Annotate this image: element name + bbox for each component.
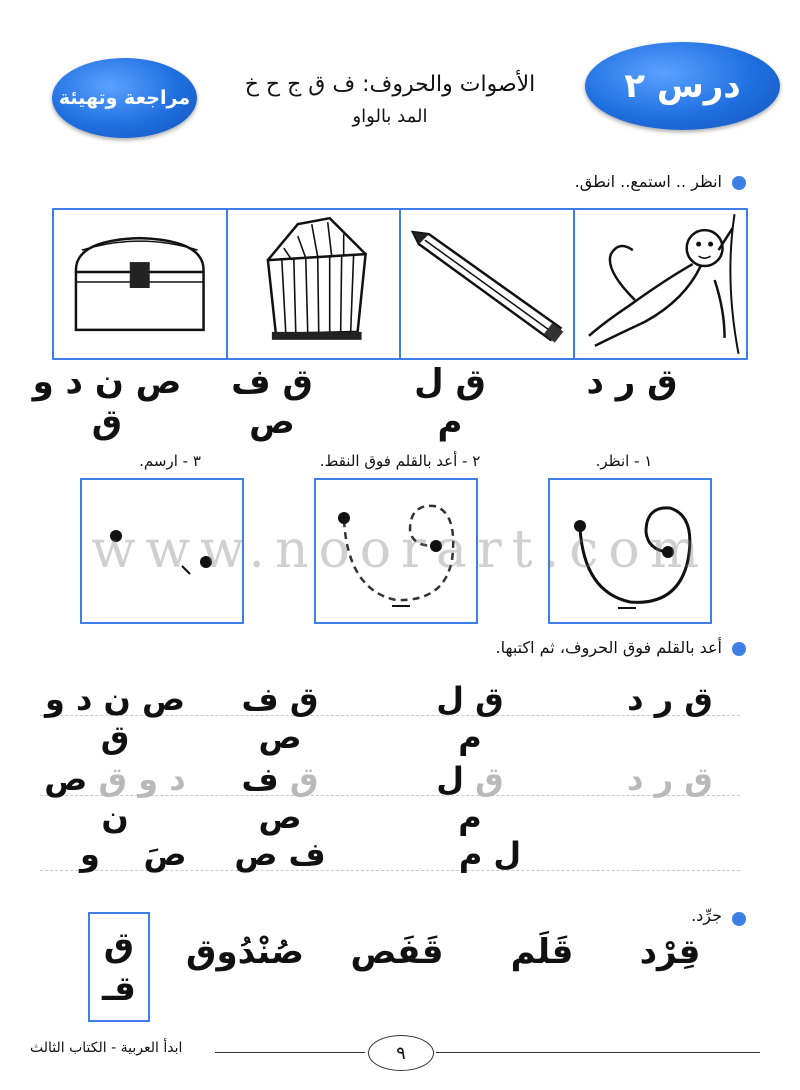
footer-rule <box>436 1052 760 1053</box>
trace-word-monkey-faded[interactable]: ق ر د <box>627 760 713 798</box>
partial-letters-fa-sad[interactable]: ف ص <box>234 835 326 873</box>
partial-letter-waw[interactable]: و <box>80 835 100 873</box>
partial-letters-lam-mim[interactable]: ل م <box>458 835 522 873</box>
instruction-trace-letters: أعد بالقلم فوق الحروف، ثم اكتبها. <box>495 638 722 657</box>
chest-picture <box>54 210 226 358</box>
pencil-icon <box>401 210 573 358</box>
bullet-icon <box>732 642 746 656</box>
page-number-text: ٩ <box>396 1042 406 1064</box>
lesson-subtitle: المد بالواو <box>352 106 428 127</box>
word-chest: ص ن د و ق <box>32 362 182 442</box>
letter-forms-box <box>88 912 150 1022</box>
book-title: ابدأ العربية - الكتاب الثالث <box>30 1040 183 1056</box>
bullet-icon <box>732 176 746 190</box>
instruction-abstract: جرِّد. <box>691 906 722 925</box>
step-draw-label: ٣ - ارسم. <box>139 452 201 470</box>
footer-rule <box>215 1052 365 1053</box>
step-trace-label: ٢ - أعد بالقلم فوق النقط. <box>319 452 481 470</box>
partial-letter-sad[interactable]: صَ <box>143 835 187 873</box>
faded-letters: د و ق <box>98 760 186 798</box>
lesson-title: الأصوات والحروف: ف ق ج ح خ <box>244 72 536 97</box>
review-badge <box>52 58 197 138</box>
trace-word-chest-faded[interactable] <box>40 760 190 836</box>
dark-letters: ف ص <box>241 760 302 836</box>
trace-word-cage: ق ف ص <box>241 680 319 756</box>
vowelled-word-chest: صُنْدُوق <box>186 932 304 972</box>
word-cage: ق ف ص <box>231 362 313 442</box>
cage-icon <box>228 210 400 358</box>
letter-initial: قـ <box>102 969 136 1009</box>
watermark: www.noorart.com <box>91 520 709 580</box>
monkey-picture <box>573 210 747 358</box>
word-pencil: ق ل م <box>414 362 486 442</box>
lesson-number: درس ٢ <box>624 66 741 106</box>
instruction-look-listen: انظر .. استمع.. انطق. <box>574 172 722 191</box>
monkey-icon <box>575 210 747 358</box>
chest-icon <box>54 210 226 358</box>
trace-word-pencil-faded[interactable] <box>420 760 520 836</box>
dark-letters: ل م <box>436 760 482 836</box>
vowelled-word-pencil: قَلَم <box>510 932 574 972</box>
step-look-label: ١ - انظر. <box>595 452 653 470</box>
faded-letters: ق <box>475 760 504 798</box>
word-monkey: ق ر د <box>586 362 678 402</box>
review-label: مراجعة وتهيئة <box>58 87 191 109</box>
bullet-icon <box>732 912 746 926</box>
letter-isolated: ق <box>103 925 135 965</box>
dark-letters: ص ن <box>44 760 129 836</box>
cage-picture <box>226 210 400 358</box>
pencil-picture <box>399 210 573 358</box>
trace-word-chest: ص ن د و ق <box>44 680 186 756</box>
trace-word-pencil: ق ل م <box>436 680 504 756</box>
vowelled-word-cage: قَفَص <box>350 932 444 972</box>
faded-letters: ق <box>289 760 319 798</box>
vowelled-word-monkey: قِرْد <box>639 932 701 972</box>
trace-word-monkey: ق ر د <box>627 680 713 718</box>
picture-strip <box>52 208 748 360</box>
page-number <box>368 1035 434 1071</box>
lesson-badge <box>585 42 780 130</box>
trace-word-cage-faded[interactable] <box>220 760 340 836</box>
